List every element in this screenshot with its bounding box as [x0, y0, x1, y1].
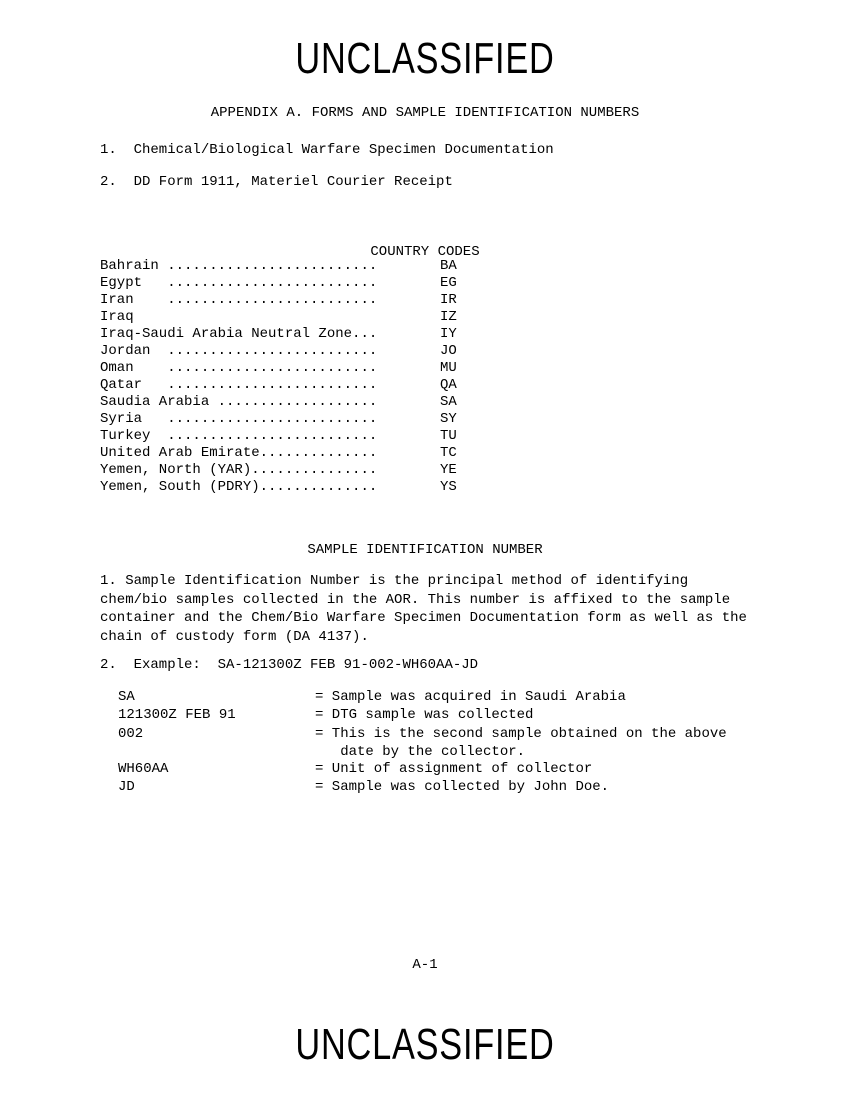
row-key: 121300Z FEB 91 — [118, 707, 236, 723]
country-code: QA — [440, 377, 457, 393]
sample-id-title: SAMPLE IDENTIFICATION NUMBER — [307, 542, 543, 558]
example-line: 2. Example: SA-121300Z FEB 91-002-WH60AA-JD — [100, 657, 479, 673]
row-key: SA — [118, 689, 135, 705]
country-code: TU — [440, 428, 457, 444]
country-name: Syria ......................... — [100, 411, 378, 427]
page-number: A-1 — [412, 957, 438, 973]
country-name: Yemen, North (YAR)............... — [100, 462, 378, 478]
country-name: Qatar ......................... — [100, 377, 378, 393]
country-code: IR — [440, 292, 457, 308]
country-code: SY — [440, 411, 457, 427]
country-name: Iraq — [100, 309, 134, 325]
country-name: United Arab Emirate.............. — [100, 445, 378, 461]
country-code: IY — [440, 326, 457, 342]
country-code: YS — [440, 479, 457, 495]
country-name: Oman ......................... — [100, 360, 378, 376]
row-key: JD — [118, 779, 135, 795]
country-codes-title: COUNTRY CODES — [370, 244, 480, 260]
country-code: EG — [440, 275, 457, 291]
country-name: Iraq-Saudi Arabia Neutral Zone... — [100, 326, 378, 342]
row-value: = Sample was acquired in Saudi Arabia — [315, 689, 626, 705]
row-value: = This is the second sample obtained on the above date by the collector. — [315, 726, 727, 760]
paragraph-1: 1. Sample Identification Number is the principal method of identifying chem/bio samples collected in the AOR. This number is affixed to the sample container and the Chem/Bio Warfare Specimen Documentation form as well as the chain of custody form (DA 4137). — [100, 573, 747, 645]
appendix-title: APPENDIX A. FORMS AND SAMPLE IDENTIFICATION NUMBERS — [210, 105, 640, 121]
country-code: TC — [440, 445, 457, 461]
country-code: YE — [440, 462, 457, 478]
row-value: = Sample was collected by John Doe. — [315, 779, 610, 795]
country-name: Bahrain ......................... — [100, 258, 378, 274]
country-name: Egypt ......................... — [100, 275, 378, 291]
country-name: Iran ......................... — [100, 292, 378, 308]
form-item: 1. Chemical/Biological Warfare Specimen Documentation — [100, 142, 554, 158]
country-name: Saudia Arabia ................... — [100, 394, 378, 410]
country-name: Turkey ......................... — [100, 428, 378, 444]
country-code: SA — [440, 394, 457, 410]
classification-banner-bottom: UNCLASSIFIED — [295, 1020, 555, 1069]
country-code: MU — [440, 360, 457, 376]
country-code: IZ — [440, 309, 457, 325]
row-key: 002 — [118, 726, 144, 742]
country-name: Yemen, South (PDRY).............. — [100, 479, 378, 495]
form-item: 2. DD Form 1911, Materiel Courier Receipt — [100, 174, 453, 190]
country-name: Jordan ......................... — [100, 343, 378, 359]
country-code: JO — [440, 343, 457, 359]
country-code: BA — [440, 258, 457, 274]
classification-banner-top: UNCLASSIFIED — [295, 34, 555, 83]
row-value: = Unit of assignment of collector — [315, 761, 593, 777]
row-key: WH60AA — [118, 761, 169, 777]
row-value: = DTG sample was collected — [315, 707, 534, 723]
